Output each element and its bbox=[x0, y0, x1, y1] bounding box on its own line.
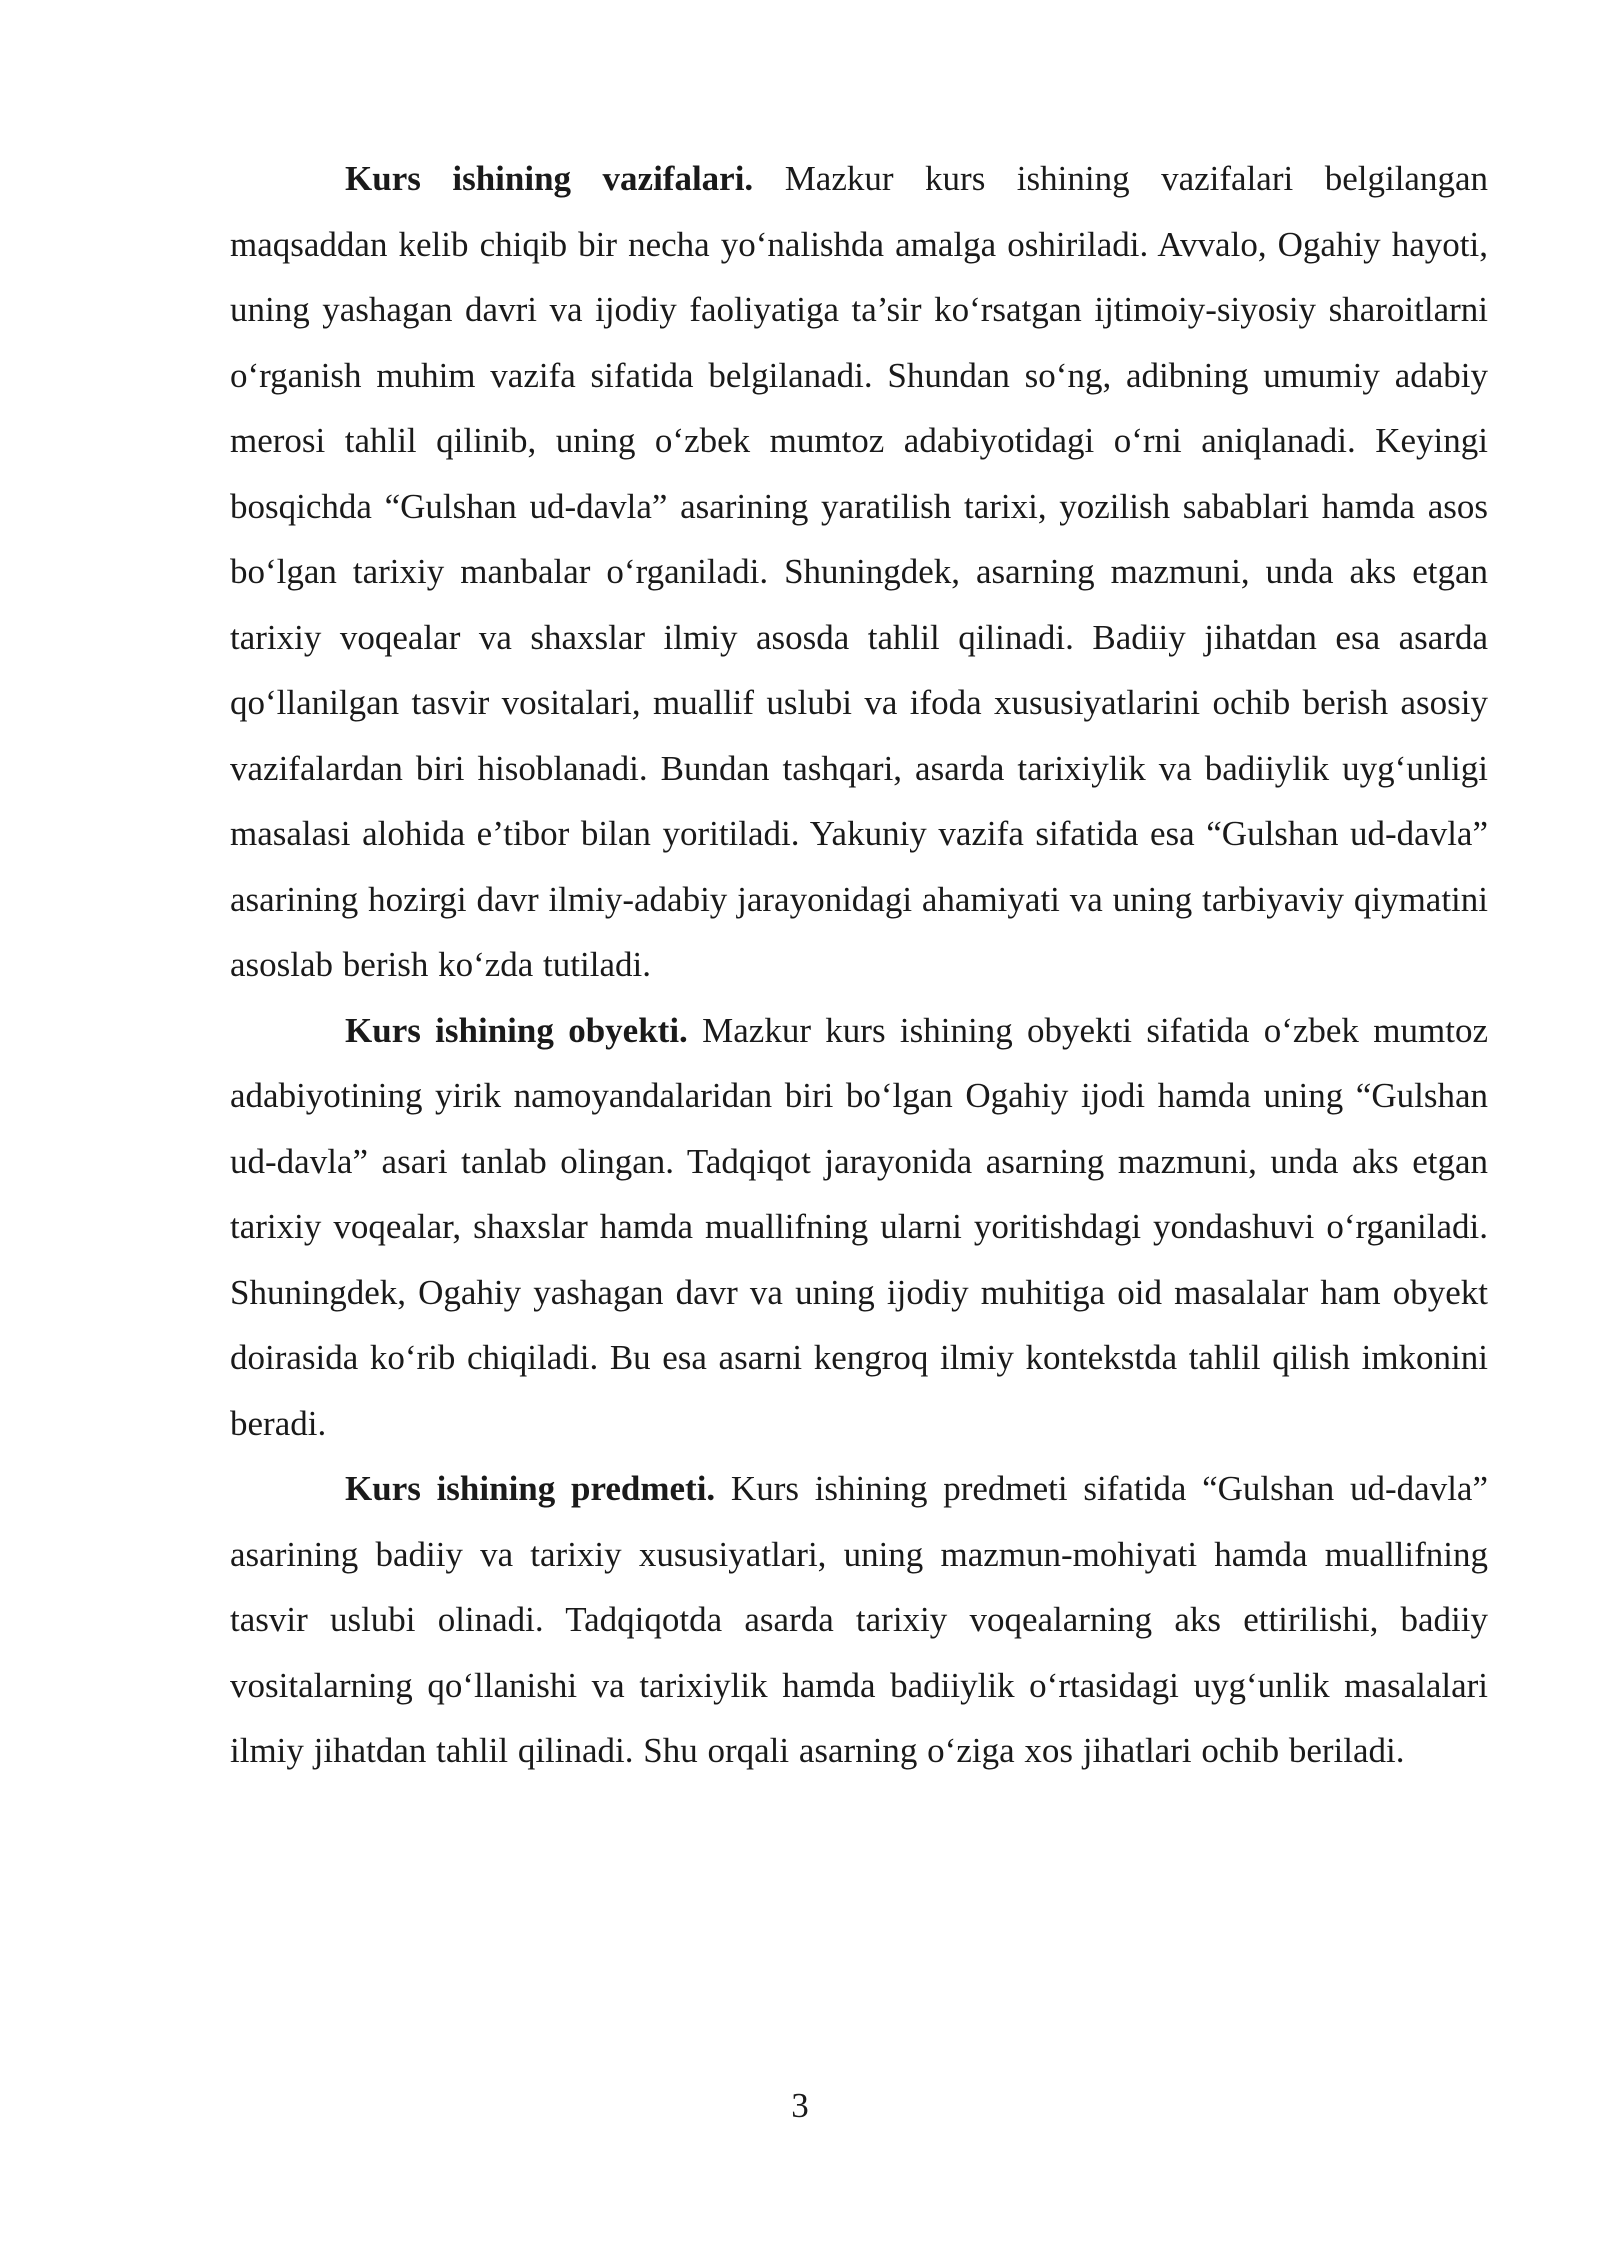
paragraph-heading-vazifalari: Kurs ishining vazifalari. bbox=[345, 159, 754, 198]
page-number: 3 bbox=[791, 2086, 809, 2125]
paragraph-heading-obyekti: Kurs ishining obyekti. bbox=[345, 1010, 688, 1050]
paragraph-text-vazifalari: Mazkur kurs ishining vazifalari belgilangan maqsaddan kelib chiqib bir necha yo‘nalishda amalga oshiriladi. Avvalo, Ogahiy hayoti, uning yashagan davri va ijodiy faoliyatiga ta’sir ko‘rsatgan ijtimoiy-siyosiy sharoitlarni o‘rganish muhim vazifa sifatida belgilanadi. Shundan so‘ng, adibning umumiy adabiy merosi tahlil qilinib, uning o‘zbek mumtoz adabiyotidagi o‘rni aniqlanadi. Keyingi bosqichda “Gulshan ud-davla” asarining yaratilish tarixi, yozilish sabablari hamda asos bo‘lgan tarixiy manbalar o‘rganiladi. Shuningdek, asarning mazmuni, unda aks etgan tarixiy voqealar va shaxslar ilmiy asosda tahlil qilinadi. Badiiy jihatdan esa asarda qo‘llanilgan tasvir vositalari, muallif uslubi va ifoda xususiyatlarini ochib berish asosiy vazifalardan biri hisoblanadi. Bundan tashqari, asarda tarixiylik va badiiylik uyg‘unligi masalasi alohida e’tibor bilan yoritiladi. Yakuniy vazifa sifatida esa “Gulshan ud-davla” asarining hozirgi davr ilmiy-adabiy jarayonidagi ahamiyati va uning tarbiyaviy qiymatini asoslab berish ko‘zda tutiladi. bbox=[230, 159, 1488, 984]
paragraph-obyekti bbox=[230, 998, 1488, 1457]
page-body bbox=[230, 146, 1488, 1784]
paragraph-heading-predmeti: Kurs ishining predmeti. bbox=[345, 1469, 716, 1508]
paragraph-vazifalari bbox=[230, 146, 1488, 998]
paragraph-predmeti bbox=[230, 1456, 1488, 1784]
paragraph-text-obyekti: Mazkur kurs ishining obyekti sifatida o‘zbek mumtoz adabiyotining yirik namoyandalaridan biri bo‘lgan Ogahiy ijodi hamda uning “Gulshan ud-davla” asari tanlab olingan. Tadqiqot jarayonida asarning mazmuni, unda aks etgan tarixiy voqealar, shaxslar hamda muallifning ularni yoritishdagi yondashuvi o‘rganiladi. Shuningdek, Ogahiy yashagan davr va uning ijodiy muhitiga oid masalalar ham obyekt doirasida ko‘rib chiqiladi. Bu esa asarni kengroq ilmiy kontekstda tahlil qilish imkonini beradi. bbox=[230, 1010, 1488, 1443]
paragraph-text-predmeti: Kurs ishining predmeti sifatida “Gulshan ud-davla” asarining badiiy va tarixiy xususiyatlari, uning mazmun-mohiyati hamda muallifning tasvir uslubi olinadi. Tadqiqotda asarda tarixiy voqealarning aks ettirilishi, badiiy vositalarning qo‘llanishi va tarixiylik hamda badiiylik o‘rtasidagi uyg‘unlik masalalari ilmiy jihatdan tahlil qilinadi. Shu orqali asarning o‘ziga xos jihatlari ochib beriladi. bbox=[230, 1469, 1488, 1770]
